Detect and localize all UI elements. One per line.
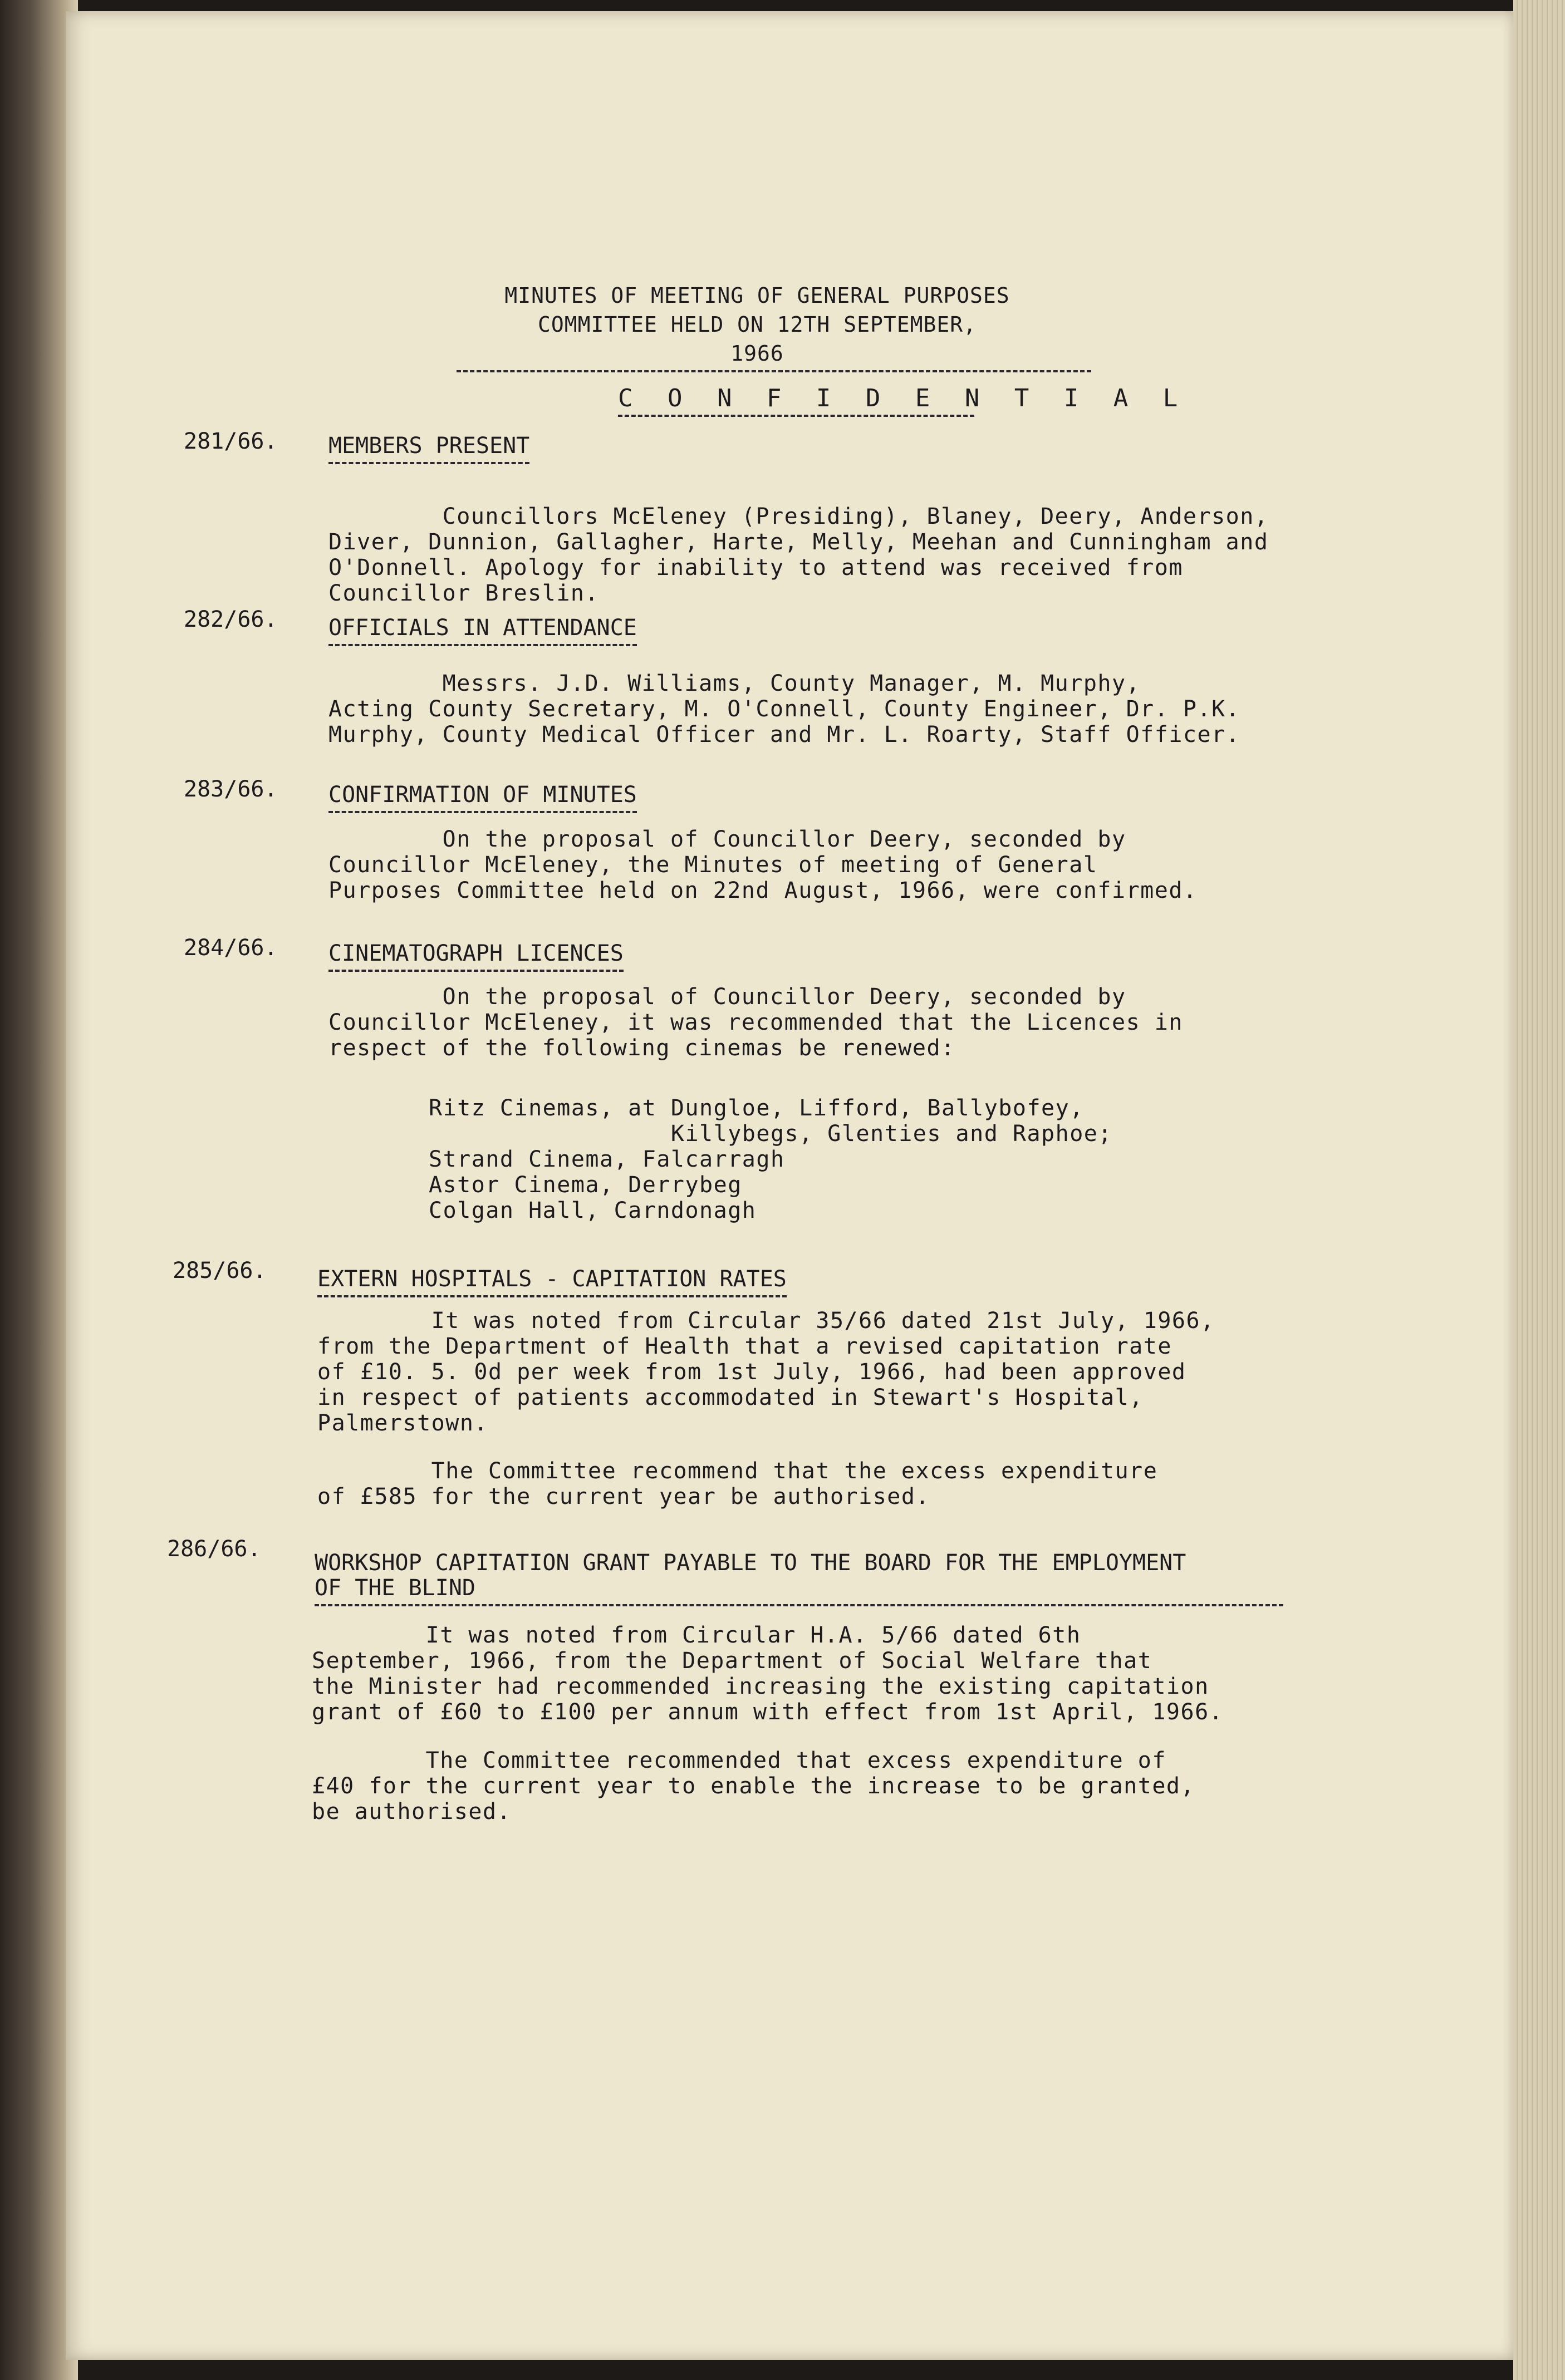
item-heading: CONFIRMATION OF MINUTES [328,782,637,813]
item-number: 285/66. [173,1258,267,1284]
item-heading: MEMBERS PRESENT [328,433,529,464]
item-paragraph: On the proposal of Councillor Deery, seconded by Councillor McEleney, it was recommended that the Licences in respect of the following cinemas be renewed: [328,984,1183,1061]
item-paragraph: On the proposal of Councillor Deery, seconded by Councillor McEleney, the Minutes of meeting of General Purposes Committee held on 22nd August, 1966, were confirmed. [328,827,1198,903]
cinema-list: Ritz Cinemas, at Dungloe, Lifford, Ballybofey, Killybegs, Glenties and Raphoe; Strand Cinema, Falcarragh Astor Cinema, Derrybeg Colgan Hall, Carndonagh [429,1095,1112,1223]
item-paragraph: Councillors McEleney (Presiding), Blaney, Deery, Anderson, Diver, Dunnion, Gallagher, Harte, Melly, Meehan and Cunningham and O'Donnell. Apology for inability to attend was received from Councillor Breslin. [328,504,1269,606]
item-heading-line-1: WORKSHOP CAPITATION GRANT PAYABLE TO THE BOARD FOR THE EMPLOYMENT [315,1550,1186,1576]
item-number: 284/66. [184,935,278,961]
title-rule [457,370,1091,372]
item-heading: OFFICIALS IN ATTENDANCE [328,615,637,646]
item-paragraph: The Committee recommend that the excess expenditure of £585 for the current year be authorised. [317,1458,1158,1509]
item-paragraph: Messrs. J.D. Williams, County Manager, M. Murphy, Acting County Secretary, M. O'Connell, County Engineer, Dr. P.K. Murphy, County Medical Officer and Mr. L. Roarty, Staff Officer. [328,671,1240,748]
item-heading: EXTERN HOSPITALS - CAPITATION RATES [317,1266,787,1297]
item-number: 282/66. [184,607,278,632]
confidential-label: C O N F I D E N T I A L [618,384,1188,412]
item-paragraph: It was noted from Circular 35/66 dated 21st July, 1966, from the Department of Health that a revised capitation rate of £10. 5. 0d per week from 1st July, 1966, had been approved in respect of patients accommodated in Stewart's Hospital, Palmerstown. [317,1308,1215,1436]
confidential-rule [618,415,974,417]
item-number: 286/66. [167,1536,261,1562]
title-line-3: 1966 [730,341,784,366]
item-heading-rule [315,1604,1283,1606]
title-line-1: MINUTES OF MEETING OF GENERAL PURPOSES [504,283,1010,308]
item-number: 281/66. [184,429,278,454]
item-paragraph: It was noted from Circular H.A. 5/66 dated 6th September, 1966, from the Department of Social Welfare that the Minister had recommended increasing the existing capitation grant of £60 to £100 per annum with effect from 1st April, 1966. [312,1622,1224,1725]
item-heading-line-2: OF THE BLIND [315,1575,475,1601]
item-paragraph: The Committee recommended that excess expenditure of £40 for the current year to enable the increase to be granted, be authorised. [312,1748,1195,1825]
title-line-2: COMMITTEE HELD ON 12TH SEPTEMBER, [538,312,977,337]
item-number: 283/66. [184,776,278,802]
minutes-title [423,281,1091,368]
item-heading: CINEMATOGRAPH LICENCES [328,941,624,972]
page-stack-edge [1513,0,1565,2380]
